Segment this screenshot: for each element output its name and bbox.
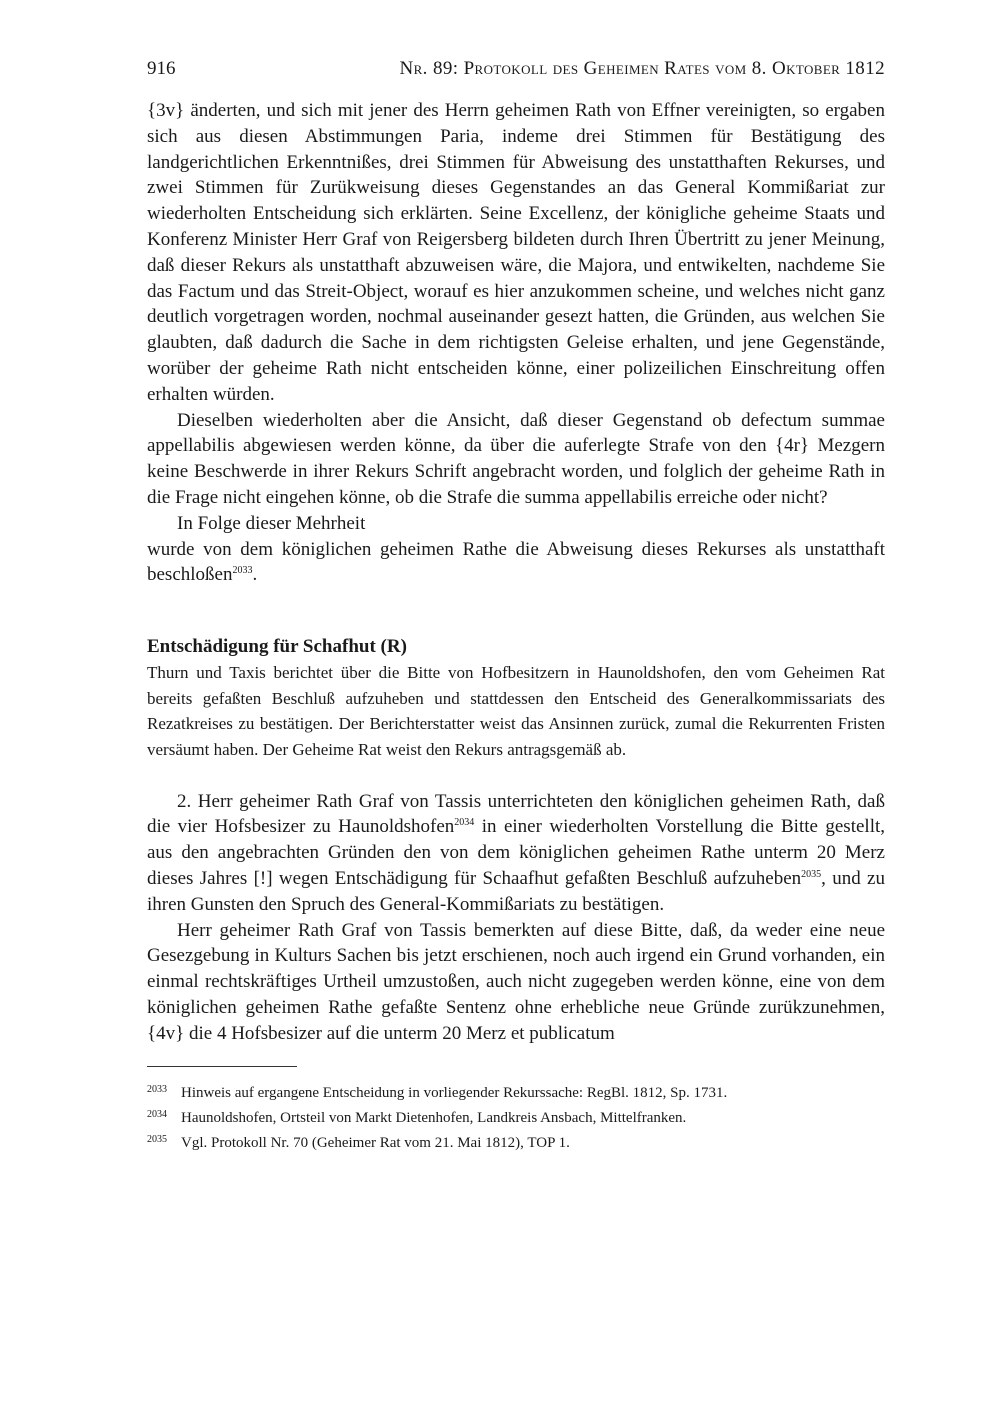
footnote-ref: 2034 bbox=[454, 817, 475, 829]
section-body bbox=[147, 789, 885, 1047]
footnote-number: 2035 bbox=[147, 1134, 167, 1146]
paragraph: In Folge dieser Mehrheit bbox=[177, 512, 366, 534]
footnote-number: 2033 bbox=[147, 1084, 167, 1096]
page-header bbox=[147, 58, 885, 98]
paragraph-text: in einer wiederholten Vorstellung die Bitte gestellt, aus den angebrachten Gründen den von dem königlichen geheimen Rathe unterm 20 Merz dieses Jahres [!] wegen Entschädigung für Schaafhut gefaßten Beschluß aufzuheben bbox=[147, 816, 885, 889]
footnote bbox=[147, 1081, 885, 1106]
footnote bbox=[147, 1106, 885, 1131]
footnote-text: Vgl. Protokoll Nr. 70 (Geheimer Rat vom 21. Mai 1812), TOP 1. bbox=[181, 1135, 570, 1152]
footnote-divider bbox=[147, 1066, 297, 1067]
footnote bbox=[147, 1131, 885, 1156]
resolution-end: . bbox=[252, 564, 258, 586]
paragraph: Herr geheimer Rath Graf von Tassis bemerkten auf diese Bitte, daß, da weder eine neue Gesezgebung in Kulturs Sachen bis jetzt erschienen, noch auch irgend ein Grund vorhanden, ein einmal rechtskräftiges Urtheil umzustoßen, auch nicht zugegeben werden könne, eine von dem königlichen geheimen Rathe gefaßte Sentenz ohne erhebliche neue Gründe zurükzunehmen, {4v} die 4 Hofsbesizer auf die unterm 20 Merz et publicatum bbox=[147, 919, 885, 1044]
page-number: 916 bbox=[147, 58, 176, 79]
paragraph: Dieselben wiederholten aber die Ansicht, daß dieser Gegenstand ob defectum summae appellabilis abgewiesen werden könne, da über die auferlegte Strafe von den {4r} Mezgern keine Beschwerde in ihrer Rekurs Schrift angebracht worden, und folglich der geheime Rath in die Frage nicht eingehen könne, ob die Strafe die summa appellabilis erreiche oder nicht? bbox=[147, 409, 885, 508]
section-summary: Thurn und Taxis berichtet über die Bitte von Hofbesitzern in Haunoldshofen, den vom Geheimen Rat bereits gefaßten Beschluß aufzuheben und stattdessen den Entscheid des Generalkommissariats des Rezatkreises zu bestätigen. Der Berichterstatter weist das Ansinnen zurück, zumal die Rekurrenten Fristen versäumt haben. Der Geheime Rat weist den Rekurs antragsgemäß ab. bbox=[147, 663, 885, 759]
section-heading: Entschädigung für Schafhut (R) bbox=[147, 636, 407, 658]
running-title: Nr. 89: Protokoll des Geheimen Rates vom 8. Oktober 1812 bbox=[399, 58, 885, 79]
paragraph: {3v} änderten, und sich mit jener des Herrn geheimen Rath von Effner vereinigten, so ergaben sich aus diesen Abstimmungen Paria, indeme drei Stimmen für Bestätigung des landgerichtlichen Erkenntnißes, drei Stimmen für Abweisung des unstatthaften Rekurses, und zwei Stimmen für Zurükweisung dieses Gegenstandes an das General Kommißariat zur wiederholten Entscheidung sich erklärten. Seine Excellenz, der königliche geheime Staats und Konferenz Minister Herr Graf von Reigersberg bildeten durch Ihren Übertritt zu jener Meinung, daß dieser Rekurs als unstatthaft abzuweisen wäre, die Majora, und entwikelten, nachdeme Sie das Factum und das Streit-Object, worauf es hier anzukommen scheine, und welches nicht ganz deutlich vorgetragen worden, nochmal auseinander gesezt hatten, die Gründen, aus welchen Sie glaubten, daß dadurch die Sache in dem richtigsten Geleise erhalten, und jene Gegenstände, worüber der geheime Rath nicht entscheiden könne, einer polizeilichen Einschreitung offen erhalten würden. bbox=[147, 100, 885, 405]
protocol-body bbox=[147, 98, 885, 588]
footnote-ref: 2035 bbox=[801, 868, 822, 880]
footnotes bbox=[147, 1081, 885, 1156]
footnote-ref: 2033 bbox=[232, 565, 253, 577]
paragraph bbox=[147, 789, 885, 918]
footnote-text: Haunoldshofen, Ortsteil von Markt Dietenhofen, Landkreis Ansbach, Mittelfranken. bbox=[181, 1110, 687, 1127]
resolution-text: wurde von dem königlichen geheimen Rathe die Abweisung dieses Rekurses als unstatthaft beschloßen bbox=[147, 538, 885, 586]
paragraph-text: , und zu ihren Gunsten den Spruch des General-Kommißariats zu bestätigen. bbox=[147, 867, 885, 915]
footnote-text: Hinweis auf ergangene Entscheidung in vorliegender Rekurssache: RegBl. 1812, Sp. 1731. bbox=[181, 1085, 728, 1102]
paragraph-text: 2. Herr geheimer Rath Graf von Tassis unterrichteten den königlichen geheimen Rath, daß die vier Hofsbesizer zu Haunoldshofen bbox=[147, 790, 885, 838]
resolution-paragraph bbox=[147, 537, 885, 589]
document-page bbox=[147, 58, 885, 1156]
footnote-number: 2034 bbox=[147, 1109, 167, 1121]
